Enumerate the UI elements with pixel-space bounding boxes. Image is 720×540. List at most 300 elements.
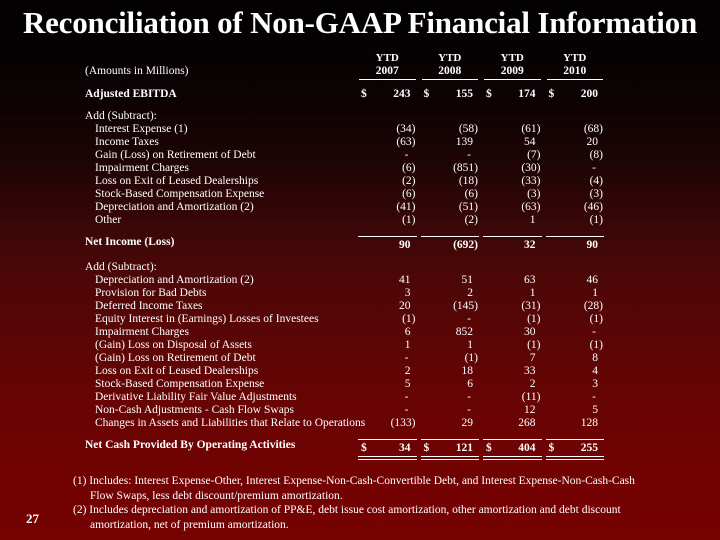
row-label: Derivative Liability Fair Value Adjustments: [95, 391, 297, 403]
value-cell: [544, 378, 607, 391]
year-label: 2009: [484, 65, 541, 80]
slide-title: Reconciliation of Non-GAAP Financial Information: [22, 5, 698, 40]
value-cell: [419, 162, 482, 175]
value-text: (28): [583, 300, 603, 312]
value-text: (2): [402, 175, 416, 187]
dollar-sign: $: [361, 442, 367, 454]
table-header: [85, 52, 606, 80]
value-cell: [481, 391, 544, 404]
value-cell-inner: [483, 313, 542, 326]
value-text: (68): [583, 123, 603, 135]
value-text: 155: [455, 88, 473, 100]
value-cell: [544, 404, 607, 417]
value-text: (51): [458, 201, 478, 213]
value-cell-inner: [546, 123, 605, 136]
value-text: 3: [592, 378, 598, 390]
value-cell: [356, 287, 419, 300]
value-cell-inner: [421, 365, 480, 378]
value-cell-inner: [421, 236, 480, 252]
value-cell: [419, 378, 482, 391]
value-cell: [356, 326, 419, 339]
footnotes: [73, 474, 645, 532]
value-cell: [419, 404, 482, 417]
value-text: (133): [390, 417, 416, 429]
value-text: 404: [518, 442, 536, 454]
table-row: [85, 274, 606, 287]
value-cell: [544, 326, 607, 339]
value-text: (1): [527, 339, 541, 351]
row-label: Impairment Charges: [95, 326, 189, 338]
value-text: 2: [404, 365, 411, 377]
value-text: -: [467, 313, 471, 325]
table-body: [85, 88, 606, 460]
value-cell-inner: [546, 236, 605, 252]
value-cell: [481, 162, 544, 175]
value-cell-inner: [421, 201, 480, 214]
value-cell-inner: [483, 417, 542, 430]
value-cell: [356, 339, 419, 352]
value-text: 6: [404, 326, 411, 338]
table-row: [85, 236, 606, 252]
column-header: [544, 52, 607, 80]
value-text: -: [592, 326, 596, 338]
value-text: 2: [529, 378, 536, 390]
value-text: (4): [589, 175, 603, 187]
row-label: Stock-Based Compensation Expense: [95, 188, 265, 200]
value-cell-inner: [421, 439, 480, 460]
value-cell: [356, 313, 419, 326]
period-label: YTD: [500, 52, 524, 64]
value-cell: [419, 123, 482, 136]
value-cell: [356, 162, 419, 175]
value-cell: [419, 326, 482, 339]
value-cell: [481, 439, 544, 460]
value-cell: [481, 136, 544, 149]
value-cell: [356, 261, 419, 274]
value-cell: [481, 365, 544, 378]
value-cell: [356, 404, 419, 417]
value-cell-inner: [358, 313, 417, 326]
value-cell: [481, 352, 544, 365]
value-text: 1: [529, 287, 536, 299]
value-text: (1): [464, 352, 478, 364]
value-text: 2: [467, 287, 473, 299]
value-cell: [356, 391, 419, 404]
value-cell-inner: [421, 188, 480, 201]
value-cell: [481, 88, 544, 101]
value-cell-inner: [546, 404, 605, 417]
value-text: -: [404, 149, 409, 161]
value-cell-inner: [421, 88, 480, 101]
dollar-sign: $: [548, 442, 555, 454]
value-cell-inner: [421, 417, 480, 430]
row-label: Provision for Bad Debts: [95, 287, 207, 299]
value-cell-inner: [546, 339, 605, 352]
row-label: Stock-Based Compensation Expense: [95, 378, 265, 390]
value-cell-inner: [546, 188, 605, 201]
value-cell-inner: [483, 352, 542, 365]
value-text: (1): [589, 214, 603, 226]
table-row: [85, 162, 606, 175]
value-cell: [481, 378, 544, 391]
value-text: -: [592, 162, 596, 174]
value-text: (34): [396, 123, 416, 135]
value-cell: [481, 201, 544, 214]
row-label: Other: [95, 214, 122, 226]
row-label: Equity Interest in (Earnings) Losses of Investees: [95, 313, 319, 325]
value-cell-inner: [483, 391, 542, 404]
value-cell-inner: [483, 439, 542, 460]
value-text: 1: [529, 214, 536, 226]
value-cell: [481, 175, 544, 188]
value-cell: [544, 149, 607, 162]
value-text: -: [467, 149, 471, 161]
value-text: 1: [404, 339, 411, 351]
table-row: [85, 391, 606, 404]
value-cell: [481, 300, 544, 313]
value-cell-inner: [546, 300, 605, 313]
value-text: 1: [592, 287, 598, 299]
value-cell: [356, 214, 419, 227]
value-cell-inner: [483, 287, 542, 300]
row-label: Changes in Assets and Liabilities that Relate to Operations: [95, 417, 366, 429]
year-label: 2010: [547, 65, 604, 80]
value-cell: [419, 88, 482, 101]
value-cell-inner: [546, 287, 605, 300]
value-cell-inner: [546, 313, 605, 326]
value-cell-inner: [483, 326, 542, 339]
row-label: Depreciation and Amortization (2): [95, 274, 254, 286]
value-text: (3): [527, 188, 541, 200]
value-cell-inner: [483, 236, 542, 252]
value-cell-inner: [546, 378, 605, 391]
value-text: 20: [586, 136, 598, 148]
value-cell: [419, 274, 482, 287]
value-cell-inner: [421, 162, 480, 175]
value-cell-inner: [546, 214, 605, 227]
value-text: (6): [402, 162, 416, 174]
value-cell-inner: [483, 378, 542, 391]
value-cell: [481, 339, 544, 352]
row-label: Add (Subtract):: [85, 110, 157, 122]
period-label: YTD: [438, 52, 462, 64]
value-cell: [544, 175, 607, 188]
row-label: Loss on Exit of Leased Dealerships: [95, 175, 259, 187]
value-cell-inner: [483, 188, 542, 201]
table-row: [85, 404, 606, 417]
value-cell-inner: [358, 188, 417, 201]
table-row: [85, 175, 606, 188]
value-cell: [356, 439, 419, 460]
value-cell-inner: [358, 391, 417, 404]
table-row: [85, 287, 606, 300]
value-cell-inner: [483, 201, 542, 214]
value-text: 243: [393, 88, 411, 100]
value-cell: [544, 352, 607, 365]
value-cell-inner: [421, 352, 480, 365]
value-cell-inner: [421, 149, 480, 162]
value-cell-inner: [483, 149, 542, 162]
value-text: 3: [404, 287, 411, 299]
value-cell-inner: [483, 261, 542, 274]
value-text: (1): [527, 313, 541, 325]
value-cell-inner: [421, 378, 480, 391]
value-text: 5: [592, 404, 598, 416]
value-text: 54: [524, 136, 536, 148]
table-row: [85, 352, 606, 365]
value-cell: [544, 313, 607, 326]
table-row: [85, 136, 606, 149]
table-row: [85, 188, 606, 201]
value-cell-inner: [546, 352, 605, 365]
footnote-2: (2) Includes depreciation and amortization of PP&E, debt issue cost amortization, other amortization and debt discount amortization, net of premium amortization.: [73, 504, 621, 531]
value-cell: [544, 274, 607, 287]
value-text: (41): [396, 201, 416, 213]
value-cell-inner: [358, 88, 417, 101]
value-cell-inner: [421, 214, 480, 227]
value-text: 7: [529, 352, 536, 364]
row-label: Loss on Exit of Leased Dealerships: [95, 365, 259, 377]
value-cell: [544, 287, 607, 300]
value-text: (2): [464, 214, 478, 226]
value-cell-inner: [546, 175, 605, 188]
value-cell: [419, 339, 482, 352]
value-cell: [356, 274, 419, 287]
value-cell: [544, 201, 607, 214]
value-text: 34: [399, 442, 411, 454]
value-cell: [481, 313, 544, 326]
value-text: 128: [580, 417, 598, 429]
row-label: Net Income (Loss): [85, 236, 175, 248]
value-cell-inner: [421, 391, 480, 404]
value-cell: [544, 391, 607, 404]
value-cell: [544, 439, 607, 460]
value-text: -: [592, 391, 596, 403]
value-cell-inner: [546, 274, 605, 287]
table-row: [85, 261, 606, 274]
value-cell-inner: [483, 88, 542, 101]
value-cell-inner: [421, 274, 480, 287]
row-label: Income Taxes: [95, 136, 159, 148]
value-cell-inner: [483, 123, 542, 136]
value-cell: [356, 136, 419, 149]
value-cell-inner: [358, 136, 417, 149]
value-cell: [544, 136, 607, 149]
value-cell-inner: [546, 439, 605, 460]
value-cell-inner: [421, 175, 480, 188]
value-cell-inner: [546, 326, 605, 339]
value-cell-inner: [546, 365, 605, 378]
value-text: 12: [524, 404, 536, 416]
value-cell: [481, 123, 544, 136]
value-cell: [481, 188, 544, 201]
value-text: 8: [592, 352, 598, 364]
row-label: Non-Cash Adjustments - Cash Flow Swaps: [95, 404, 295, 416]
value-text: 41: [399, 274, 411, 286]
value-text: 32: [524, 239, 536, 251]
value-cell-inner: [358, 378, 417, 391]
dollar-sign: $: [423, 88, 430, 100]
value-text: 20: [399, 300, 411, 312]
value-cell: [356, 110, 419, 123]
value-cell: [481, 287, 544, 300]
value-cell: [481, 261, 544, 274]
row-label: Depreciation and Amortization (2): [95, 201, 254, 213]
value-text: 4: [592, 365, 598, 377]
value-cell-inner: [483, 110, 542, 123]
value-text: 46: [586, 274, 598, 286]
value-cell-inner: [546, 110, 605, 123]
table-row: [85, 149, 606, 162]
value-text: (33): [521, 175, 541, 187]
dollar-sign: $: [548, 88, 555, 100]
value-cell-inner: [358, 300, 417, 313]
value-cell-inner: [546, 136, 605, 149]
value-cell-inner: [546, 201, 605, 214]
row-label: Add (Subtract):: [85, 261, 157, 273]
value-cell-inner: [358, 339, 417, 352]
value-text: (692): [453, 239, 478, 251]
table-row: [85, 365, 606, 378]
value-text: 33: [524, 365, 536, 377]
value-text: (46): [583, 201, 603, 213]
value-cell: [544, 417, 607, 430]
value-cell: [356, 149, 419, 162]
value-cell: [419, 149, 482, 162]
value-text: (61): [521, 123, 541, 135]
page-number: 27: [26, 511, 39, 526]
value-text: (6): [402, 188, 416, 200]
value-cell-inner: [358, 439, 417, 460]
value-cell: [419, 236, 482, 252]
row-label: Impairment Charges: [95, 162, 189, 174]
table-row: [85, 300, 606, 313]
value-cell-inner: [546, 88, 605, 101]
value-cell: [419, 365, 482, 378]
value-text: -: [404, 352, 409, 364]
value-text: 268: [518, 417, 536, 429]
value-cell: [544, 88, 607, 101]
value-cell: [356, 352, 419, 365]
value-cell-inner: [358, 123, 417, 136]
value-cell: [481, 326, 544, 339]
value-text: (31): [521, 300, 541, 312]
value-text: 63: [524, 274, 536, 286]
value-cell: [419, 300, 482, 313]
table-row: [85, 417, 606, 430]
row-label: Deferred Income Taxes: [95, 300, 203, 312]
row-label: (Gain) Loss on Retirement of Debt: [95, 352, 256, 364]
value-cell-inner: [421, 110, 480, 123]
value-cell: [356, 188, 419, 201]
value-cell-inner: [483, 274, 542, 287]
value-cell: [481, 149, 544, 162]
row-label: Interest Expense (1): [95, 123, 188, 135]
value-text: -: [404, 391, 409, 403]
value-cell: [544, 365, 607, 378]
column-header: [356, 52, 419, 80]
value-cell-inner: [358, 149, 417, 162]
value-cell: [419, 261, 482, 274]
value-text: -: [467, 391, 471, 403]
value-cell: [419, 201, 482, 214]
value-cell: [419, 136, 482, 149]
value-cell-inner: [483, 339, 542, 352]
value-cell: [419, 439, 482, 460]
value-cell: [481, 214, 544, 227]
value-text: (11): [521, 391, 541, 403]
units-label: (Amounts in Millions): [85, 65, 189, 77]
value-cell: [544, 300, 607, 313]
value-text: 139: [455, 136, 473, 148]
row-label: Net Cash Provided By Operating Activities: [85, 439, 296, 451]
value-cell: [481, 274, 544, 287]
value-cell: [544, 123, 607, 136]
value-cell: [356, 378, 419, 391]
table-row: [85, 123, 606, 136]
value-text: (145): [453, 300, 478, 312]
value-cell-inner: [421, 326, 480, 339]
value-cell-inner: [421, 123, 480, 136]
dollar-sign: $: [423, 442, 430, 454]
value-cell: [419, 188, 482, 201]
value-cell: [544, 214, 607, 227]
value-cell-inner: [421, 261, 480, 274]
value-text: 18: [461, 365, 473, 377]
column-header: [481, 52, 544, 80]
value-cell: [544, 188, 607, 201]
value-cell-inner: [358, 110, 417, 123]
value-cell: [419, 417, 482, 430]
value-cell: [481, 236, 544, 252]
dollar-sign: $: [486, 88, 492, 100]
value-text: 30: [524, 326, 536, 338]
value-cell: [419, 287, 482, 300]
table-row: [85, 214, 606, 227]
value-cell: [419, 391, 482, 404]
value-cell: [419, 352, 482, 365]
value-cell-inner: [483, 175, 542, 188]
value-cell-inner: [483, 162, 542, 175]
value-cell-inner: [483, 404, 542, 417]
value-text: 51: [461, 274, 473, 286]
value-cell-inner: [421, 136, 480, 149]
value-cell-inner: [358, 162, 417, 175]
value-text: 174: [518, 88, 536, 100]
value-text: (7): [527, 149, 541, 161]
value-text: (6): [464, 188, 478, 200]
value-cell-inner: [358, 326, 417, 339]
value-cell-inner: [483, 214, 542, 227]
row-label: Adjusted EBITDA: [85, 88, 177, 100]
table-row: [85, 201, 606, 214]
value-cell-inner: [358, 201, 417, 214]
value-text: -: [467, 404, 471, 416]
value-cell-inner: [421, 313, 480, 326]
column-header: [419, 52, 482, 80]
value-cell-inner: [483, 136, 542, 149]
value-cell: [481, 417, 544, 430]
value-text: (58): [458, 123, 478, 135]
value-cell-inner: [546, 261, 605, 274]
value-cell: [419, 110, 482, 123]
value-cell: [356, 365, 419, 378]
value-cell-inner: [358, 274, 417, 287]
value-cell: [356, 417, 419, 430]
financial-table: [85, 52, 606, 460]
value-text: (30): [521, 162, 541, 174]
row-label: Gain (Loss) on Retirement of Debt: [95, 149, 256, 161]
